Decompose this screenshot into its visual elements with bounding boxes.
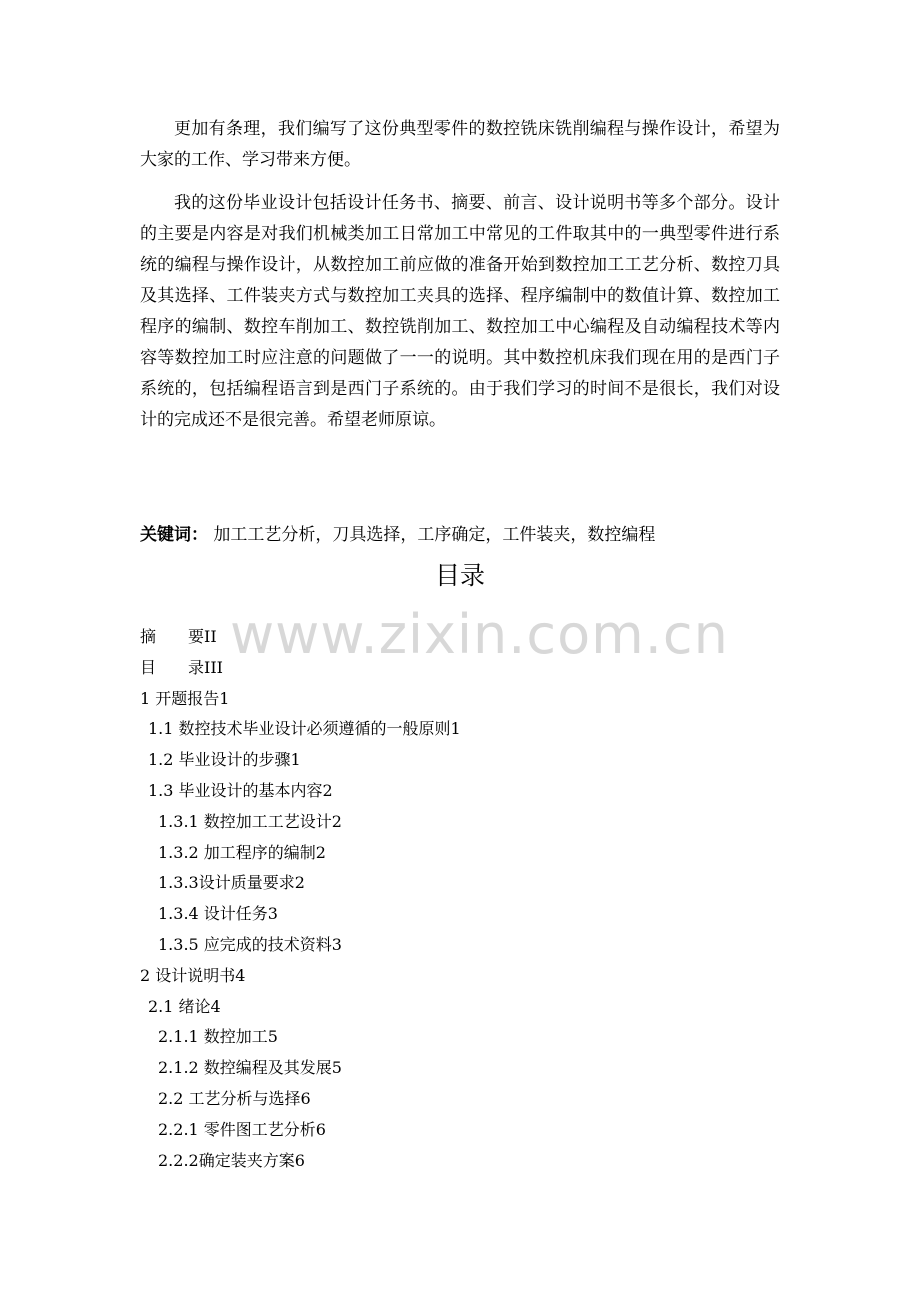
watermark: www.zixin.com.cn — [230, 603, 729, 666]
toc-item[interactable]: 摘 要II — [140, 627, 217, 646]
toc-item[interactable]: 1.2 毕业设计的步骤1 — [148, 750, 301, 770]
toc-item[interactable]: 1.3.1 数控加工工艺设计2 — [158, 811, 342, 831]
toc-item[interactable]: 2 设计说明书4 — [140, 965, 246, 985]
toc-item[interactable]: 1.3.5 应完成的技术资料3 — [158, 934, 342, 954]
toc-item[interactable]: 2.2 工艺分析与选择6 — [158, 1088, 311, 1108]
toc-item[interactable]: 1 开题报告1 — [140, 688, 230, 708]
toc-item[interactable]: 2.2.1 零件图工艺分析6 — [158, 1119, 326, 1139]
toc-item[interactable]: 1.3.4 设计任务3 — [158, 904, 278, 924]
keywords-label: 关键词： — [140, 525, 208, 545]
toc-item[interactable]: 1.3 毕业设计的基本内容2 — [148, 780, 333, 800]
keywords-value: 加工工艺分析，刀具选择，工序确定，工件装夹，数控编程 — [213, 525, 656, 545]
toc-item[interactable]: 1.3.3设计质量要求2 — [158, 873, 305, 893]
toc-item[interactable]: 2.1.1 数控加工5 — [158, 1027, 278, 1047]
toc-item[interactable]: 2.2.2确定装夹方案6 — [158, 1150, 305, 1170]
toc-item[interactable]: 2.1 绪论4 — [148, 996, 221, 1016]
intro-continuation-paragraph: 更加有条理，我们编写了这份典型零件的数控铣床铣削编程与操作设计，希望为大家的工作、学习带来方便。 — [140, 119, 780, 170]
toc-item[interactable]: 1.1 数控技术毕业设计必须遵循的一般原则1 — [148, 719, 461, 739]
keywords-line — [140, 520, 655, 551]
toc-item[interactable]: 目 录III — [140, 657, 223, 677]
toc-item[interactable]: 1.3.2 加工程序的编制2 — [158, 842, 326, 862]
table-of-contents — [140, 622, 461, 1176]
intro-body-paragraph: 我的这份毕业设计包括设计任务书、摘要、前言、设计说明书等多个部分。设计的主要是内容是对我们机械类加工日常加工中常见的工件取其中的一典型零件进行系统的编程与操作设计，从数控加工前应做的准备开始到数控加工工艺分析、数控刀具及其选择、工件装夹方式与数控加工夹具的选择、程序编制中的数值计算、数控加工程序的编制、数控车削加工、数控铣削加工、数控加工中心编程及自动编程技术等内容等数控加工时应注意的问题做了一一的说明。其中数控机床我们现在用的是西门子系统的，包括编程语言到是西门子系统的。由于我们学习的时间不是很长，我们对设计的完成还不是很完善。希望老师原谅。 — [140, 193, 780, 430]
toc-item[interactable]: 2.1.2 数控编程及其发展5 — [158, 1058, 342, 1078]
toc-title: 目录 — [434, 561, 485, 590]
